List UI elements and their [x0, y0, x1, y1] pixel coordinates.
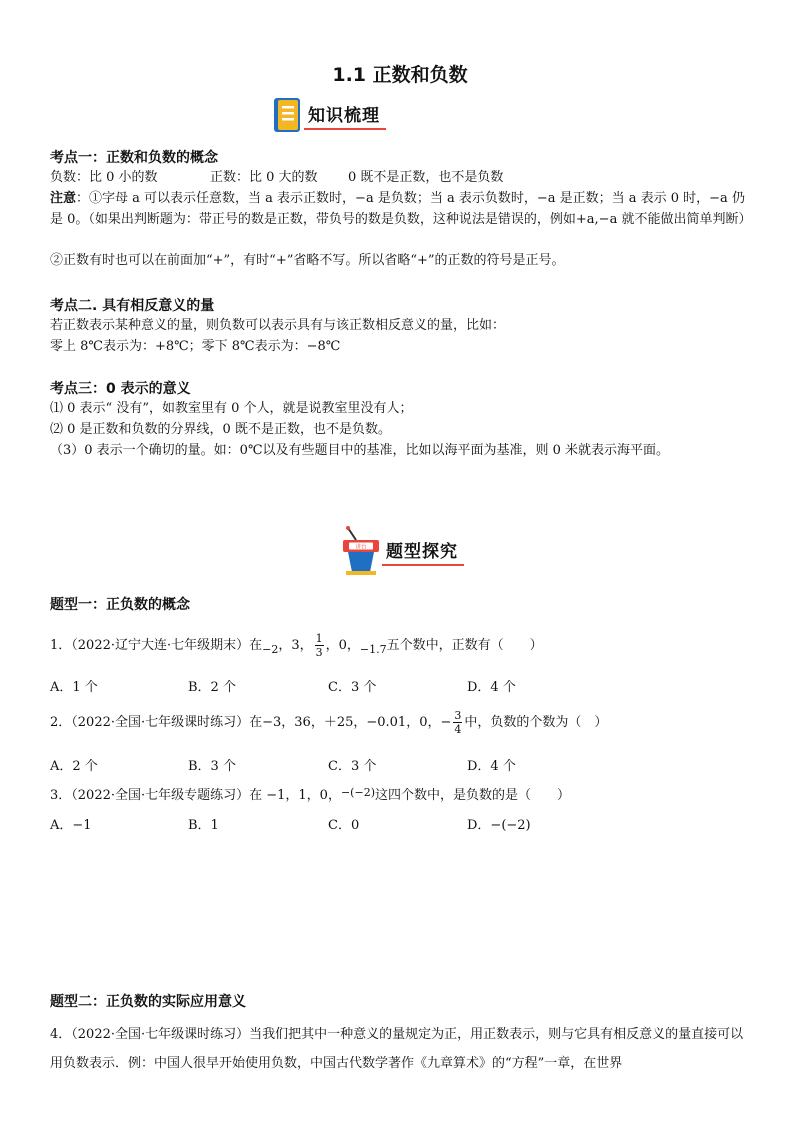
q3-option-d: D．−(−2): [467, 818, 531, 833]
q1-sep2: ，0，: [325, 638, 360, 653]
q1-suffix: 五个数中，正数有（ ）: [386, 638, 543, 653]
banner-knowledge: [272, 96, 386, 134]
q1-option-d: D．4 个: [467, 680, 516, 695]
k2-heading: 考点二. 具有相反意义的量: [50, 298, 215, 314]
q2-fraction: [453, 709, 462, 736]
page-title: 1.1 正数和负数: [332, 64, 468, 86]
q1-option-b: B．2 个: [188, 680, 236, 695]
k1-note: [50, 188, 755, 230]
k3-line1: ⑴ 0 表示“ 没有”，如教室里有 0 个人，就是说教室里没有人；: [50, 401, 413, 416]
q1-option-a: A．1 个: [50, 680, 98, 695]
banner-knowledge-label: 知识梳理: [304, 101, 386, 130]
q3-option-b: B．1: [188, 818, 219, 833]
k2-line2: 零上 8℃表示为：+8℃；零下 8℃表示为：−8℃: [50, 339, 341, 354]
q1-n1: −2: [262, 643, 279, 656]
q1-prefix: 1．（2022·辽宁大连·七年级期末）在: [50, 638, 263, 653]
q2-frac-sign: −: [440, 715, 452, 730]
q3-expr: −(−2): [340, 786, 375, 799]
k1-line1a: 负数：比 0 小的数: [50, 170, 158, 185]
q1-option-c: C．3 个: [328, 680, 377, 695]
k3-line2: ⑵ 0 是正数和负数的分界线，0 既不是正数，也不是负数。: [50, 422, 391, 437]
q2-suffix: 中，负数的个数为（ ）: [464, 715, 608, 730]
q2-option-c: C．3 个: [328, 759, 377, 774]
banner-question-types-label: 题型探究: [382, 537, 464, 566]
t2-heading: 题型二：正负数的实际应用意义: [50, 994, 246, 1010]
q3-suffix: 这四个数中，是负数的是（ ）: [374, 788, 570, 803]
podium-icon: [340, 526, 382, 576]
k1-note-label: 注意: [50, 191, 77, 206]
q2-option-a: A．2 个: [50, 759, 98, 774]
q2-option-b: B．3 个: [188, 759, 236, 774]
question-4: 4．（2022·全国·七年级课时练习）当我们把其中一种意义的量规定为正，用正数表示，则与它具有相反意义的量直接可以用负数表示．例：中国人很早开始使用负数，中国古代数学著作《九章算术》的“方程”一章，在世界: [50, 1027, 744, 1071]
q3-option-a: A．−1: [50, 818, 92, 833]
podium-badge: 讲台: [355, 544, 367, 551]
q2-frac-num: 3: [454, 709, 462, 722]
t1-heading: 题型一：正负数的概念: [50, 597, 190, 613]
q1-sep1: ，3，: [278, 638, 313, 653]
q1-frac-num: 1: [315, 632, 323, 645]
question-3: [50, 783, 570, 806]
k2-line1: 若正数表示某种意义的量，则负数可以表示具有与该正数相反意义的量，比如：: [50, 318, 506, 333]
q1-frac-den: 3: [315, 646, 323, 659]
k1-note2: ②正数有时也可以在前面加“+”，有时“+”省略不写。所以省略“+”的正数的符号是正号。: [50, 253, 565, 268]
q2-prefix: 2．（2022·全国·七年级课时练习）在−3，36，＋25，−0.01，0，: [50, 715, 441, 730]
q3-prefix: 3．（2022·全国·七年级专题练习）在 −1，1，0，: [50, 788, 341, 803]
banner-question-types: [340, 526, 464, 576]
k1-line1c: 0 既不是正数，也不是负数: [348, 170, 504, 185]
k3-heading: 考点三：0 表示的意义: [50, 381, 191, 397]
k3-line3: （3）0 表示一个确切的量。如：0℃以及有些题目中的基准，比如以海平面为基准，则 0 米就表示海平面。: [50, 443, 670, 458]
k1-line1b: 正数：比 0 大的数: [210, 170, 318, 185]
q2-frac-den: 4: [454, 723, 462, 736]
q1-fraction: [315, 632, 324, 659]
q1-n2: −1.7: [359, 643, 387, 656]
question-2: [50, 708, 607, 738]
question-1: [50, 632, 543, 664]
q3-option-c: C．0: [328, 818, 360, 833]
q2-option-d: D．4 个: [467, 759, 516, 774]
book-icon: [272, 96, 304, 134]
k1-heading: 考点一：正数和负数的概念: [50, 150, 218, 166]
k1-note-text: ：①字母 a 可以表示任意数，当 a 表示正数时，−a 是负数；当 a 表示负数时，−a 是正数；当 a 表示 0 时，−a 仍是 0。（如果出判断题为：带正号的数是正数，带负号的数是负数，这种说法是错误的，例如+a,−a 就不能做出简单判断）: [50, 191, 752, 227]
